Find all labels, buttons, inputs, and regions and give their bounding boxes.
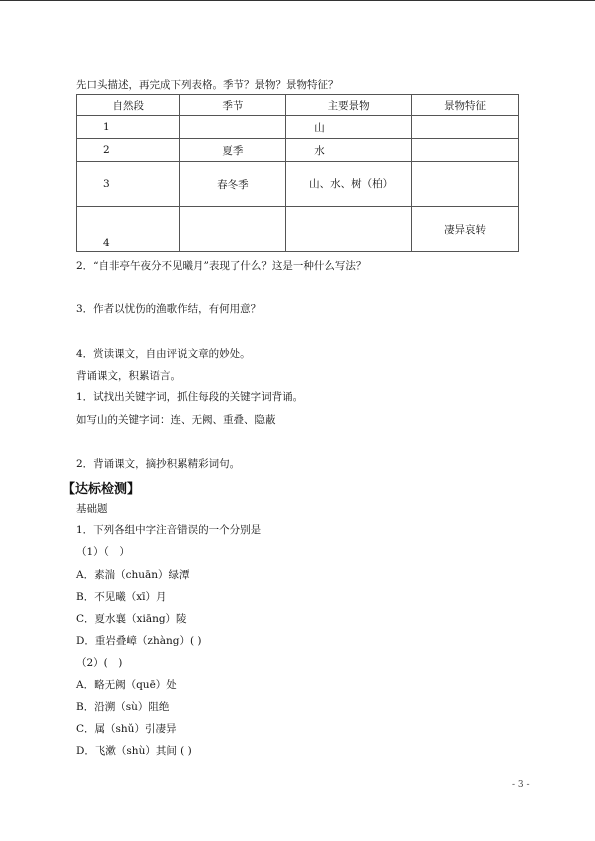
basic-question-1: 1．下列各组中字注音错误的一个分别是 xyxy=(76,524,262,536)
option-a: A．素湍（chuān）绿潭 xyxy=(76,569,190,581)
cell-season: 夏季 xyxy=(180,139,286,162)
cell-paragraph: 1 xyxy=(77,116,180,139)
table-row xyxy=(77,207,519,252)
question-2: 2．“自非亭午夜分不见曦月”表现了什么？这是一种什么写法？ xyxy=(76,260,367,272)
recite-example: 如写山的关键字词：连、无阙、重叠、隐蔽 xyxy=(76,414,276,426)
cell-scenery xyxy=(286,207,412,252)
table-row xyxy=(77,116,519,139)
cell-season xyxy=(180,207,286,252)
cell-paragraph: 4 xyxy=(77,207,180,252)
header-main-scenery: 主要景物 xyxy=(286,95,412,116)
option-d: D．重岩叠嶂（zhàng）( ) xyxy=(76,635,202,647)
cell-feature xyxy=(412,116,519,139)
option-b: B．沿溯（sù）阻绝 xyxy=(76,701,170,713)
cell-paragraph: 2 xyxy=(77,139,180,162)
table-row xyxy=(77,162,519,207)
cell-feature xyxy=(412,139,519,162)
cell-scenery: 水 xyxy=(286,139,412,162)
option-d: D．飞漱（shù）其间 ( ) xyxy=(76,745,192,757)
option-c: C．夏水襄（xiāng）陵 xyxy=(76,613,187,625)
cell-feature xyxy=(412,162,519,207)
option-c: C．属（shǔ）引凄异 xyxy=(76,723,177,735)
cell-feature: 凄异哀转 xyxy=(412,207,519,252)
scenery-table xyxy=(76,94,519,252)
cell-scenery: 山 xyxy=(286,116,412,139)
page-top-border xyxy=(0,0,595,1)
question-4: 4．赏读课文，自由评说文章的妙处。 xyxy=(76,348,251,360)
page-number: - 3 - xyxy=(512,780,530,790)
cell-season: 春冬季 xyxy=(180,162,286,207)
option-a: A．略无阙（quē）处 xyxy=(76,679,177,691)
recite-item-1: 1．试找出关键字词，抓住每段的关键字词背诵。 xyxy=(76,391,304,403)
header-season: 季节 xyxy=(180,95,286,116)
section-heading: 【达标检测】 xyxy=(62,482,141,497)
sub-question-2: （2）( ) xyxy=(76,657,123,669)
cell-season xyxy=(180,116,286,139)
question-3: 3．作者以忧伤的渔歌作结，有何用意？ xyxy=(76,303,262,315)
header-scenery-feature: 景物特征 xyxy=(412,95,519,116)
sub-question-1: （1）（ ） xyxy=(76,546,130,558)
option-b: B．不见曦（xī）月 xyxy=(76,591,167,603)
recite-title: 背诵课文，积累语言。 xyxy=(76,370,181,382)
header-paragraph: 自然段 xyxy=(77,95,180,116)
cell-scenery: 山、水、树（柏） xyxy=(286,162,412,207)
table-instruction: 先口头描述，再完成下列表格。季节？景物？景物特征？ xyxy=(76,79,339,91)
basic-title: 基础题 xyxy=(76,503,108,515)
cell-paragraph: 3 xyxy=(77,162,180,207)
table-row xyxy=(77,139,519,162)
recite-item-2: 2．背诵课文，摘抄积累精彩词句。 xyxy=(76,458,241,470)
